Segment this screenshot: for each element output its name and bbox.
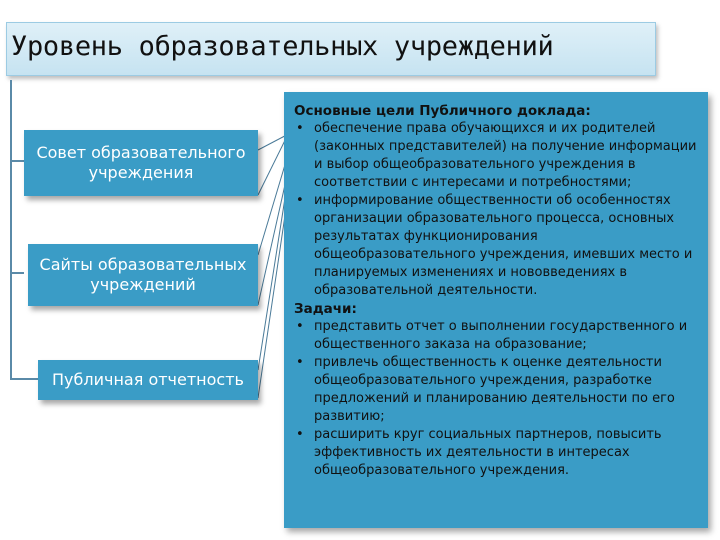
websites-label-line1: Сайты образовательных [39,255,247,274]
task-item [294,318,702,354]
task-item [294,354,702,426]
bullet-icon: • [296,121,304,136]
websites-box [28,244,258,306]
task-text: привлечь общественность к оценке деятельности общеобразовательного учреждения, разработке предложений и планированию деятельности по его развитию; [314,355,675,424]
goal-item [294,192,702,300]
public-reporting-label: Публичная отчетность [52,370,244,389]
task-text: представить отчет о выполнении государственного и общественного заказа на образование; [314,319,688,352]
council-box [24,130,258,196]
task-text: расширить круг социальных партнеров, повысить эффективность их деятельности в интересах общеобразовательного учреждения. [314,427,662,478]
bullet-icon: • [296,193,304,208]
council-label-line1: Совет образовательного [36,143,246,162]
goal-text: обеспечение права обучающихся и их родителей (законных представителей) на получение информации и выбор общеобразовательного учреждения в соответствии с интересами и потребностями; [314,121,697,190]
goals-heading: Основные цели Публичного доклада: [294,103,591,119]
council-label-line2: учреждения [88,163,194,182]
goal-item [294,120,702,192]
bullet-icon: • [296,427,304,442]
websites-label-line2: учреждений [90,275,196,294]
report-goals-panel [284,92,708,528]
page-title: Уровень образовательных учреждений [11,31,554,62]
task-item [294,426,702,480]
bullet-icon: • [296,319,304,334]
bullet-icon: • [296,355,304,370]
public-reporting-box [38,360,258,400]
tasks-heading: Задачи: [294,301,357,317]
goal-text: информирование общественности об особенностях организации образовательного процесса, основных результатах функционирования общеобразовательного учреждения, имевших место и планируемых изменениях и нововведениях в образовательной деятельности. [314,193,693,298]
